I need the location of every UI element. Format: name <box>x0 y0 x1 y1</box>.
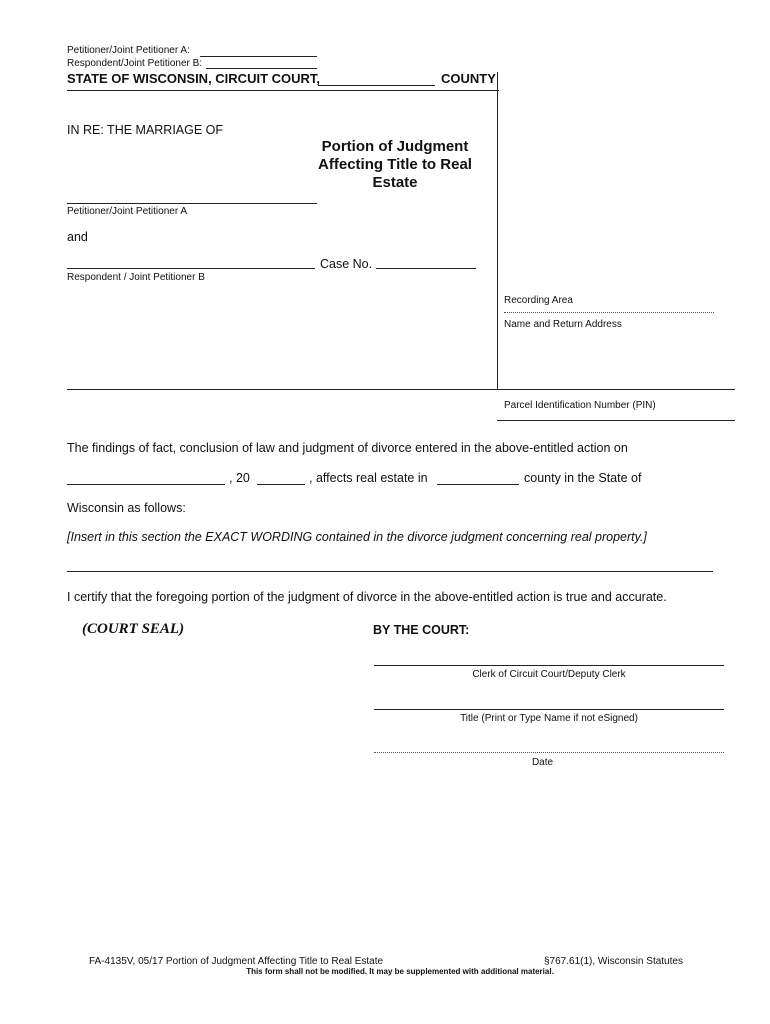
judgment-date-field[interactable] <box>67 484 225 485</box>
county-real-estate-field[interactable] <box>437 484 519 485</box>
recording-divider <box>497 72 498 390</box>
certify-text: I certify that the foregoing portion of the judgment of divorce in the above-entitled action is true and accurate. <box>67 590 667 604</box>
date-label: Date <box>531 757 554 768</box>
county-field[interactable] <box>318 85 435 86</box>
pin-label: Parcel Identification Number (PIN) <box>504 400 656 411</box>
statute-reference: §767.61(1), Wisconsin Statutes <box>544 956 683 967</box>
year-field[interactable] <box>257 484 305 485</box>
affects-text: , affects real estate in <box>309 471 428 485</box>
title-label: Title (Print or Type Name if not eSigned) <box>460 713 638 724</box>
petitioner-a-label: Petitioner/Joint Petitioner A: <box>67 45 190 56</box>
instruction-text: [Insert in this section the EXACT WORDING contained in the divorce judgment concerning real property.] <box>67 530 647 544</box>
comma-20-text: , 20 <box>229 471 250 485</box>
case-no-field[interactable] <box>376 268 476 269</box>
pin-rule <box>497 420 735 421</box>
clerk-signature-line[interactable] <box>374 665 724 666</box>
form-id: FA-4135V, 05/17 Portion of Judgment Affecting Title to Real Estate <box>89 956 384 967</box>
county-state-text: county in the State of <box>524 471 642 485</box>
footer-note: This form shall not be modified. It may be supplemented with additional material. <box>246 967 554 976</box>
name-return-label: Name and Return Address <box>504 319 622 330</box>
judgment-wording-field[interactable] <box>67 571 713 572</box>
wisconsin-follows-text: Wisconsin as follows: <box>67 501 186 515</box>
title-signature-line[interactable] <box>374 709 724 710</box>
county-label: COUNTY <box>441 71 496 86</box>
date-line[interactable] <box>374 752 724 753</box>
respondent-b-label: Respondent/Joint Petitioner B: <box>67 58 203 69</box>
recording-area-label: Recording Area <box>504 295 573 306</box>
case-no-label: Case No. <box>320 257 373 271</box>
petitioner-a-field[interactable] <box>200 56 317 57</box>
recording-area-rule <box>504 312 714 313</box>
by-the-court-label: BY THE COURT: <box>373 623 470 637</box>
header-rule <box>67 90 499 91</box>
respondent-caption-label: Respondent / Joint Petitioner B <box>67 272 205 283</box>
and-text: and <box>67 230 88 244</box>
clerk-label: Clerk of Circuit Court/Deputy Clerk <box>472 669 626 680</box>
respondent-b-field[interactable] <box>206 68 317 69</box>
court-seal-label: (COURT SEAL) <box>82 621 185 637</box>
in-re-text: IN RE: THE MARRIAGE OF <box>67 123 224 137</box>
findings-text: The findings of fact, conclusion of law and judgment of divorce entered in the above-entitled action on <box>67 441 628 455</box>
document-title: Portion of Judgment Affecting Title to Real Estate <box>318 138 472 191</box>
section-rule <box>67 389 735 390</box>
respondent-name-field[interactable] <box>67 268 315 269</box>
petitioner-name-field[interactable] <box>67 203 317 204</box>
petitioner-caption-label: Petitioner/Joint Petitioner A <box>67 206 188 217</box>
court-heading: STATE OF WISCONSIN, CIRCUIT COURT, <box>67 71 321 86</box>
